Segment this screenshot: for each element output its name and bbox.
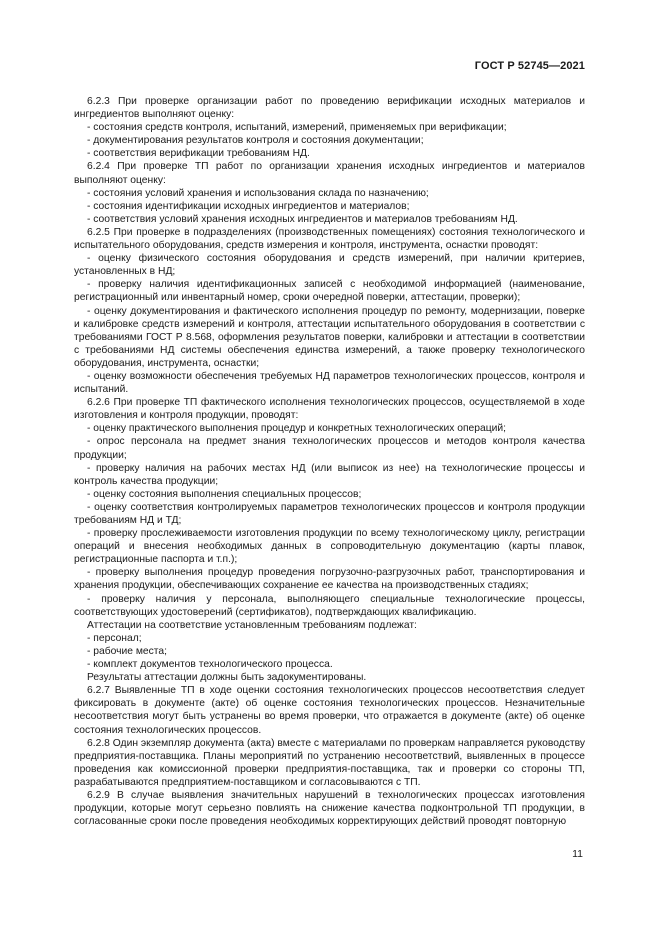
paragraph: - оценку соответствия контролируемых параметров технологических процессов и контроля продукции требованиям НД и ТД; [74,501,585,526]
paragraph: 6.2.4 При проверке ТП работ по организации хранения исходных ингредиентов и материалов выполняют оценку: [74,161,585,186]
document-id-header: ГОСТ Р 52745—2021 [474,60,585,72]
paragraph: 6.2.6 При проверке ТП фактического исполнения технологических процессов, осуществляемой в ходе изготовления и контроля продукции, проводят: [74,397,585,422]
paragraph: 6.2.8 Один экземпляр документа (акта) вместе с материалами по проверкам направляется руководству предприятия-поставщика. Планы мероприятий по устранению несоответствий, выявленных в процессе проведения как комиссионной проверки предприятия-поставщика, так и проверки со стороны ТП, разрабатываются предприятием-поставщиком и согласовываются с ТП. [74,737,585,788]
paragraph: - персонал; [87,632,142,644]
paragraph: - оценку возможности обеспечения требуемых НД параметров технологических процессов, контроля и испытаний. [74,370,585,396]
document-body [74,95,585,828]
paragraph: - проверку наличия у персонала, выполняющего специальные технологические процессы, соответствующих удостоверений (сертификатов), подтверждающих квалификацию. [74,593,585,618]
paragraph: - опрос персонала на предмет знания технологических процессов и методов контроля качества продукции; [74,436,585,461]
paragraph: - комплект документов технологического процесса. [87,659,333,671]
paragraph: - рабочие места; [87,645,167,657]
paragraph: 6.2.7 Выявленные ТП в ходе оценки состояния технологических процессов несоответствия следует фиксировать в документе (акте) об оценке состояния технологических процессов. Незначительные несоответствия могут быть устранены во время проверки, что отражается в документе (акте) об оценке состояния технологических процессов. [74,685,585,736]
paragraph: - оценку практического выполнения процедур и конкретных технологических операций; [87,423,506,435]
paragraph: - проверку выполнения процедур проведения погрузочно-разгрузочных работ, транспортирования и хранения продукции, обеспечивающих сохранение ее качества на производственных стадиях; [74,567,585,592]
paragraph: - проверку прослеживаемости изготовления продукции по всему технологическому циклу, регистрации операций и внесения необходимых данных в сопроводительную документацию (карты плавок, регистрационные паспорта и т.п.); [74,528,585,566]
paragraph: Аттестации на соответствие установленным требованиям подлежат: [87,619,417,631]
paragraph: - оценку состояния выполнения специальных процессов; [87,488,362,500]
paragraph: - состояния средств контроля, испытаний, измерений, применяемых при верификации; [87,122,507,134]
paragraph: - соответствия верификации требованиям НД. [87,148,310,160]
paragraph: - состояния идентификации исходных ингредиентов и материалов; [87,200,410,212]
paragraph: 6.2.5 При проверке в подразделениях (производственных помещениях) состояния технологического и испытательного оборудования, средств измерения и контроля, инструмента, оснастки проводят: [74,226,585,252]
paragraph: - состояния условий хранения и использования склада по назначению; [87,187,429,199]
page-number: 11 [572,848,583,860]
paragraph: - соответствия условий хранения исходных ингредиентов и материалов требованиям НД. [87,213,518,225]
paragraph: 6.2.9 В случае выявления значительных нарушений в технологических процессах изготовления продукции, которые могут серьезно повлиять на снижение качества подконтрольной ТП продукции, в согласованные сроки после проведения необходимых корректирующих действий проводят повторную [74,789,585,828]
paragraph: - оценку физического состояния оборудования и средств измерений, при наличии критериев, установленных в НД; [74,253,585,278]
paragraph: - проверку наличия идентификационных записей с необходимой информацией (наименование, регистрационный или инвентарный номер, сроки очередной поверки, аттестации, проверки); [74,279,585,304]
paragraph: - проверку наличия на рабочих местах НД (или выписок из нее) на технологические процессы и контроль качества продукции; [74,462,585,487]
paragraph: - оценку документирования и фактического исполнения процедур по ремонту, модернизации, поверке и калибровке средств измерений и контроля, аттестации испытательного оборудования в соответствии с требованиями ГОСТ Р 8.568, оформления результатов поверки, калибровки и аттестации в соответствии с требованиями НД системы обеспечения единства измерений, а также проверку технологического оборудования, инструмента, оснастки; [74,305,585,369]
paragraph: - документирования результатов контроля и состояния документации; [87,135,424,147]
paragraph: 6.2.3 При проверке организации работ по проведению верификации исходных материалов и ингредиентов выполняют оценку: [74,96,585,121]
paragraph: Результаты аттестации должны быть задокументированы. [87,672,367,684]
